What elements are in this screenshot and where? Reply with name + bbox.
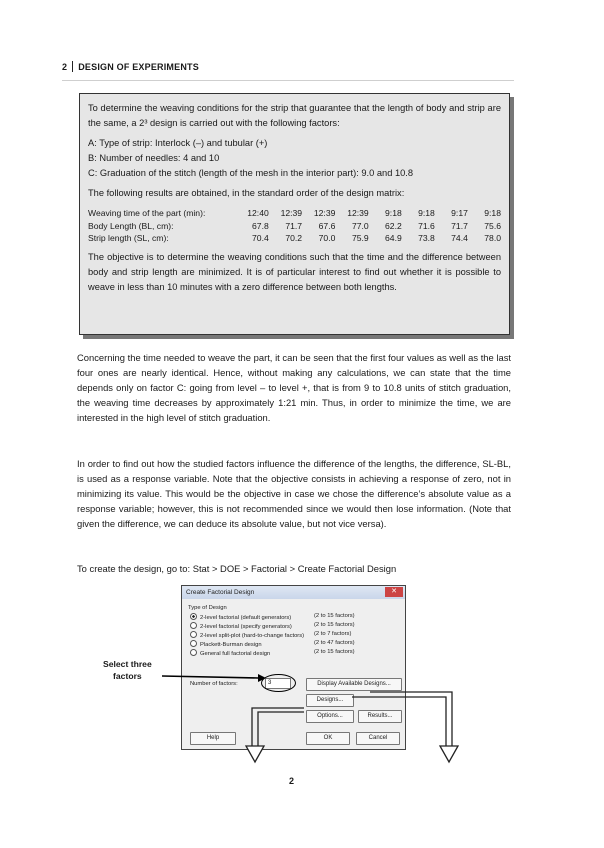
table-cell: 12:40: [247, 208, 269, 218]
factor-a: A: Type of strip: Interlock (–) and tubular (+): [88, 138, 268, 148]
table-cell: 71.6: [418, 220, 435, 231]
table-cell: 75.6: [484, 220, 501, 231]
options-arrow-head: [246, 746, 264, 762]
design-type-range: (2 to 15 factors): [314, 649, 355, 655]
number-of-factors-label: Number of factors:: [190, 681, 238, 687]
cancel-button[interactable]: Cancel: [356, 732, 400, 745]
designs-arrow-line: [370, 692, 452, 746]
paragraph-time-text: Concerning the time needed to weave the part, it can be seen that the first four values as well as the last four ones are nearly identical. Hence, without making any calculations, we can state that the time depends only on factor C: going from level – to level +, that is from 9 to 10.8 units of stitch graduation, the weaving time decreases by approximately 1:21 min. Thus, in order to minimize the time, we are interested in the high level of stitch graduation.: [77, 352, 511, 423]
callout-line-1: Select three: [103, 659, 152, 669]
table-cell: 62.2: [385, 220, 402, 231]
callout-arrow: [162, 676, 258, 678]
box-objective: The objective is to determine the weaving conditions such that the time and the difference between body and strip length are minimized. It is of particular interest to find out whether it is possible to weave in less than 10 minutes with a zero difference between both lengths.: [88, 251, 501, 292]
display-available-designs-button[interactable]: Display Available Designs...: [306, 678, 402, 691]
options-arrow-line-inner: [258, 712, 304, 746]
ok-button[interactable]: OK: [306, 732, 350, 745]
table-cell: 75.9: [351, 233, 369, 243]
dialog-title: Create Factorial Design: [182, 586, 405, 599]
table-cell: 78.0: [484, 233, 501, 243]
page-number: 2: [289, 776, 295, 786]
design-type-range: (2 to 15 factors): [314, 613, 355, 619]
table-cell: 70.0: [318, 233, 336, 243]
help-button[interactable]: Help: [190, 732, 236, 745]
table-cell: 73.8: [418, 233, 435, 243]
designs-button[interactable]: Designs...: [306, 694, 354, 707]
designs-arrow-line-inner: [352, 697, 446, 746]
options-button[interactable]: Options...: [306, 710, 354, 723]
design-type-label: General full factorial design: [200, 651, 271, 657]
close-icon[interactable]: ✕: [385, 587, 403, 597]
table-cell: 71.7: [451, 220, 468, 231]
row-label: Strip length (SL, cm):: [88, 233, 169, 243]
table-cell: 9:18: [418, 208, 435, 218]
results-button[interactable]: Results...: [358, 710, 402, 723]
table-cell: 9:18: [385, 208, 402, 218]
design-type-range: (2 to 47 factors): [314, 640, 355, 646]
row-label: Weaving time of the part (min):: [88, 208, 206, 218]
table-cell: 70.4: [252, 233, 269, 243]
table-cell: 71.7: [285, 220, 303, 231]
table-cell: 67.6: [318, 220, 336, 231]
box-intro: To determine the weaving conditions for the strip that guarantee that the length of body and strip are the same, a 2³ design is carried out with the following factors:: [88, 103, 501, 128]
table-cell: 9:17: [451, 208, 468, 218]
paragraph-create-design-text: To create the design, go to: Stat > DOE > Factorial > Create Factorial Design: [77, 563, 397, 574]
design-type-label: 2-level factorial (default generators): [200, 615, 292, 621]
factor-b: B: Number of needles: 4 and 10: [88, 153, 220, 163]
design-type-label: Plackett-Burman design: [200, 642, 262, 648]
paragraph-difference-text: In order to find out how the studied factors influence the difference of the lengths, the difference, SL-BL, is used as a response variable. Note that the objective consists in achieving a response of zero, not in minimizing its value. This would be the objective in case we chose the difference’s absolute value as a response variable; however, this is not recommended since we would then lose information. (Note that given the difference, we can deduce its absolute value, but not vice versa).: [77, 458, 511, 529]
number-of-factors-select[interactable]: 3: [265, 678, 291, 689]
header-page-number: 2: [62, 62, 68, 72]
table-cell: 74.4: [451, 233, 468, 243]
row-label: Body Length (BL, cm):: [88, 220, 174, 231]
table-cell: 64.9: [385, 233, 402, 243]
type-of-design-label: Type of Design: [188, 605, 227, 611]
table-cell: 12:39: [280, 208, 303, 218]
options-arrow-line: [252, 708, 304, 746]
design-type-label: 2-level split-plot (hard-to-change factors): [200, 633, 305, 639]
results-intro: The following results are obtained, in the standard order of the design matrix:: [88, 188, 405, 198]
callout-line-2: factors: [113, 671, 142, 681]
table-cell: 12:39: [313, 208, 336, 218]
table-cell: 9:18: [484, 208, 501, 218]
table-cell: 67.8: [252, 220, 269, 231]
table-cell: 70.2: [285, 233, 303, 243]
table-cell: 77.0: [351, 220, 369, 231]
design-type-range: (2 to 7 factors): [314, 631, 352, 637]
header-section: DESIGN OF EXPERIMENTS: [78, 62, 199, 72]
design-type-label: 2-level factorial (specify generators): [200, 624, 292, 630]
designs-arrow-head: [440, 746, 458, 762]
table-cell: 12:39: [347, 208, 369, 218]
design-type-range: (2 to 15 factors): [314, 622, 355, 628]
factor-c: C: Graduation of the stitch (length of the mesh in the interior part): 9.0 and 10.8: [88, 168, 414, 178]
callout-arrowhead: [258, 674, 266, 682]
